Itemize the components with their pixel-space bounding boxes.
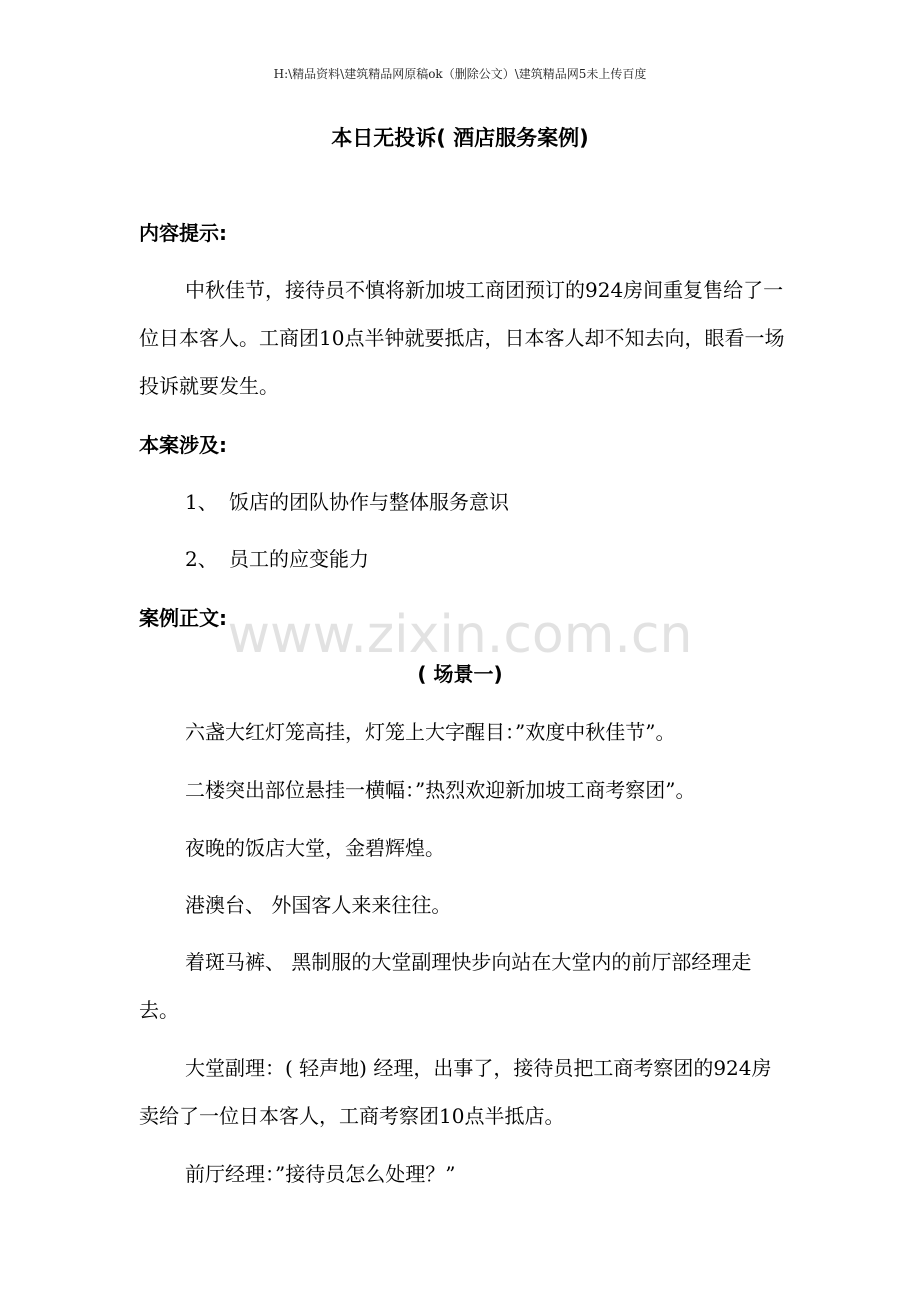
body-line-2: 二楼突出部位悬挂一横幅：”热烈欢迎新加坡工商考察团”。	[185, 778, 696, 802]
body-line-1: 六盏大红灯笼高挂，灯笼上大字醒目：”欢度中秋佳节”。	[185, 720, 676, 744]
list-text: 员工的应变能力	[229, 547, 369, 571]
involves-item-1	[185, 488, 509, 516]
body-paragraph-1: 着斑马裤、 黑制服的大堂副理快步向站在大堂内的前厅部经理走去。	[139, 950, 752, 1022]
body-heading: 案例正文:	[139, 606, 227, 630]
body-paragraph-2: 大堂副理：( 轻声地) 经理，出事了，接待员把工商考察团的924房卖给了一位日本客人，工商考察团10点半抵店。	[139, 1056, 772, 1128]
summary-heading: 内容提示:	[139, 221, 227, 245]
list-text: 饭店的团队协作与整体服务意识	[229, 490, 509, 514]
list-number: 2、	[185, 547, 218, 571]
involves-item-2	[185, 545, 369, 573]
involves-heading: 本案涉及:	[139, 433, 227, 457]
summary-paragraph: 中秋佳节，接待员不慎将新加坡工商团预订的924房间重复售给了一位日本客人。工商团10点半钟就要抵店，日本客人却不知去向，眼看一场投诉就要发生。	[139, 278, 785, 398]
body-line-3: 夜晚的饭店大堂，金碧辉煌。	[185, 836, 445, 860]
watermark: www.zixin.com.cn	[227, 605, 693, 665]
header-file-path: H:\精品资料\建筑精品网原稿ok（删除公文）\建筑精品网5未上传百度	[273, 67, 647, 81]
body-last-line: 前厅经理：”接待员怎么处理？”	[185, 1162, 456, 1186]
document-title: 本日无投诉( 酒店服务案例)	[331, 126, 589, 150]
body-line-4: 港澳台、 外国客人来来往往。	[185, 893, 452, 917]
scene-title: ( 场景一)	[417, 662, 503, 686]
list-number: 1、	[185, 490, 218, 514]
